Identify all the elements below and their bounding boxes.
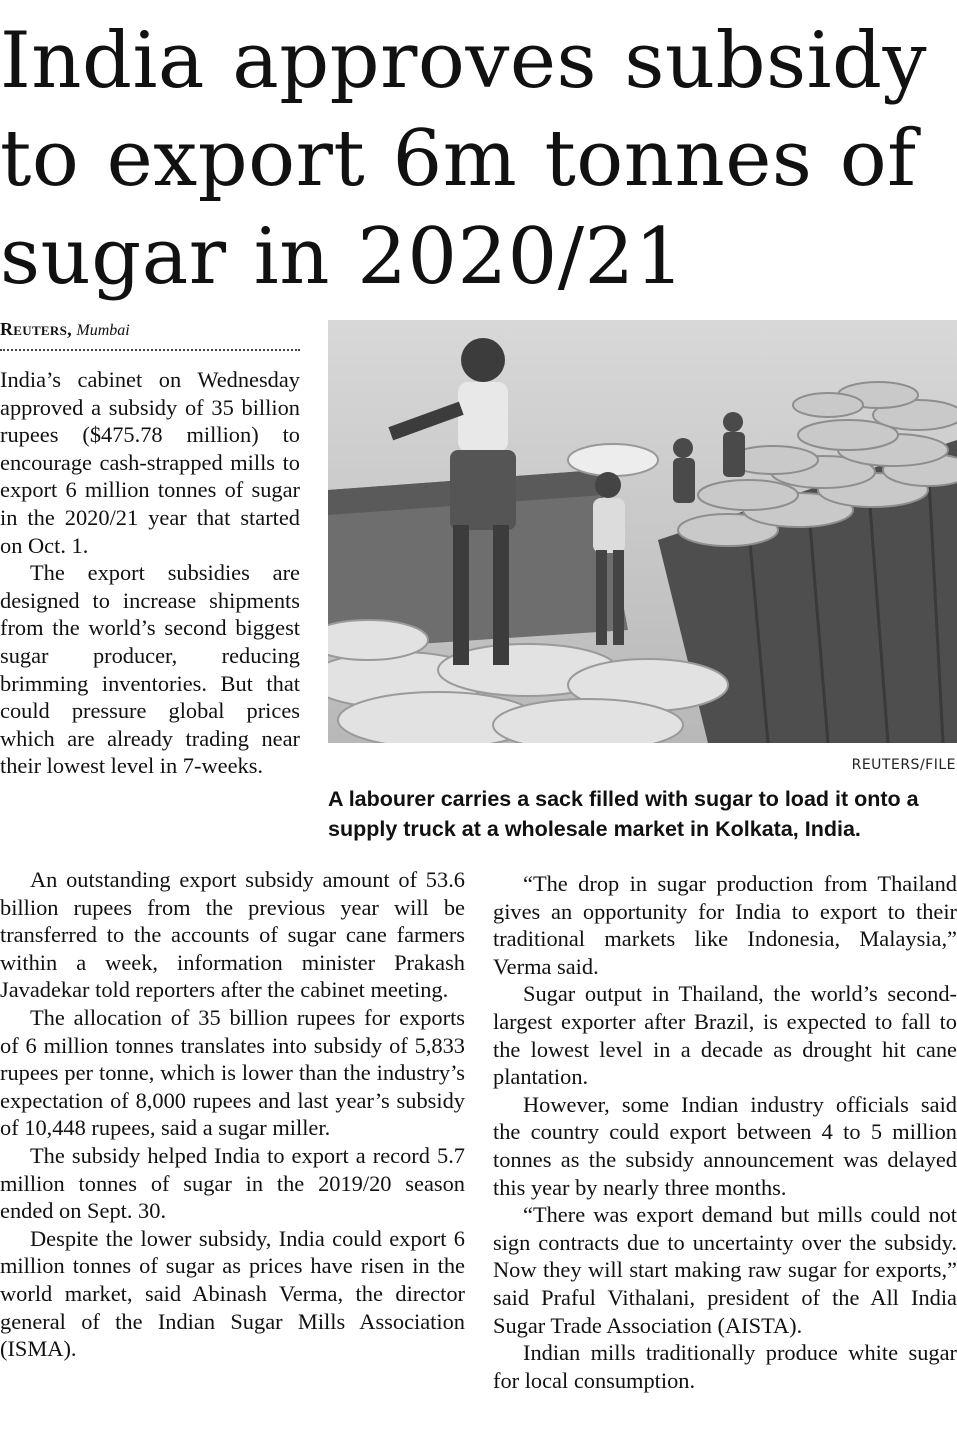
byline <box>0 318 300 342</box>
paragraph: The allocation of 35 billion rupees for exports of 6 million tonnes translates into subsidy of 5,833 rupees per tonne, which is lower than the industry’s expectation of 8,000 rupees and last year’s subsidy of 10,448 rupees, said a sugar miller. <box>0 1004 465 1141</box>
article-column-top <box>0 366 300 780</box>
photo-credit: REUTERS/FILE <box>851 757 956 773</box>
paragraph: “There was export demand but mills could not sign contracts due to uncertainty over the subsidy. Now they will start making raw sugar for exports,” said Praful Vithalani, president of the All India Sugar Trade Association (AISTA). <box>493 1202 957 1338</box>
byline-agency: Reuters, <box>0 319 72 339</box>
byline-location: Mumbai <box>76 322 130 339</box>
paragraph: An outstanding export subsidy amount of 53.6 billion rupees from the previous year will be transferred to the accounts of sugar cane farmers within a week, information minister Prakash Javadekar told reporters after the cabinet meeting. <box>0 867 465 1003</box>
paragraph: The subsidy helped India to export a record 5.7 million tonnes of sugar in the 2019/20 season ended on Sept. 30. <box>0 1142 465 1224</box>
paragraph: However, some Indian industry officials said the country could export between 4 to 5 million tonnes as the subsidy announcement was delayed this year by nearly three months. <box>493 1091 957 1200</box>
byline-divider <box>0 349 300 351</box>
paragraph: Sugar output in Thailand, the world’s second-largest exporter after Brazil, is expected to fall to the lowest level in a decade as drought hit cane plantation. <box>493 981 957 1090</box>
paragraph: The export subsidies are designed to increase shipments from the world’s second biggest sugar producer, reducing brimming inventories. But that could pressure global prices which are already trading near their lowest level in 7-weeks. <box>0 560 300 779</box>
article-headline: India approves subsidy to export 6m tonnes of sugar in 2020/21 <box>0 16 928 302</box>
paragraph: Despite the lower subsidy, India could export 6 million tonnes of sugar as prices have risen in the world market, said Abinash Verma, the director general of the Indian Sugar Mills Association (ISMA). <box>0 1225 465 1362</box>
photo-caption: A labourer carries a sack filled with sugar to load it onto a supply truck at a wholesale market in Kolkata, India. <box>328 787 919 841</box>
article-column-left <box>0 866 465 1363</box>
paragraph: “The drop in sugar production from Thailand gives an opportunity for India to export to their traditional markets like Indonesia, Malaysia,” Verma said. <box>493 871 957 979</box>
paragraph: India’s cabinet on Wednesday approved a subsidy of 35 billion rupees ($475.78 million) to encourage cash-strapped mills to export 6 million tonnes of sugar in the 2020/21 year that started on Oct. 1. <box>0 367 300 558</box>
article-column-right <box>493 870 957 1394</box>
article-photo <box>328 320 957 743</box>
paragraph: Indian mills traditionally produce white sugar for local consumption. <box>493 1340 957 1393</box>
photo-illustration <box>328 320 957 743</box>
